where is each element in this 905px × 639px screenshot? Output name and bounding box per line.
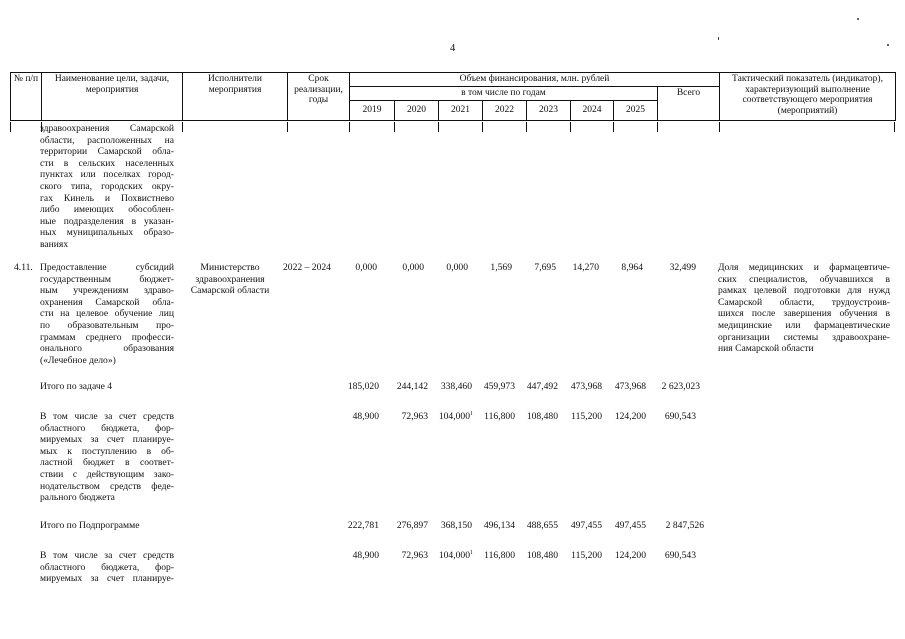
total-cell: 2 623,023 xyxy=(661,381,700,392)
header-year: 2020 xyxy=(395,101,439,121)
row-name: Предоставление субсидий государственным бюджет- ным учреждениям здраво- охранения Самарской обла- сти на целевое обучение лиц по образовательным про- граммам среднего професси- онального образования («Лечебное дело») xyxy=(40,262,174,366)
value-cell: 124,200 xyxy=(614,411,646,422)
header-col-number: № п/п xyxy=(11,73,42,121)
value-cell: 459,973 xyxy=(483,381,515,392)
value-cell: 116,800 xyxy=(484,411,515,422)
task4-regional-name: В том числе за счет средств областного бюджета, фор- мируемых за счет планируе- мых к поступлению в об- ластной бюджет в соответ- ствии с действующим зако- нодательством средств феде- рального бюджета xyxy=(40,411,174,504)
column-divider xyxy=(719,122,720,132)
column-divider xyxy=(482,122,483,132)
value-cell: 48,900 xyxy=(352,411,379,422)
value-cell: 368,150 xyxy=(440,520,472,531)
row-indicator: Доля медицинских и фармацевтиче- ских специалистов, обучавшихся в рамках целевой подготовки для нужд Самарской области, трудоустроив- шихся после завершения обучения в медицинские или фармацевтические организации системы здравоохране- ния Самарской области xyxy=(718,262,890,355)
header-col-executors: Исполнители мероприятия xyxy=(183,73,288,121)
value-cell: 473,968 xyxy=(570,381,602,392)
page-number: 4 xyxy=(450,43,456,54)
scan-speck xyxy=(887,44,889,46)
total-cell: 690,543 xyxy=(664,411,696,422)
value-cell: 48,900 xyxy=(352,550,379,561)
header-col-indicator: Тактический показатель (индикатор), характеризующий выполнение соответствующего мероприятия (мероприятий) xyxy=(720,73,896,121)
value-text: 104,000 xyxy=(438,411,470,422)
table-header xyxy=(10,72,896,121)
footnote-mark: 1 xyxy=(470,410,473,417)
continuation-text: здравоохранения Самарской области, расположенных на территории Самарской обла- сти в сельских населенных пунктах или поселках город- ского типа, городских окру- гах Кинель и Похвистнево либо имеющих обособлен- ные подразделения в указан- ных муниципальных образо- ваниях xyxy=(40,123,174,250)
value-cell: 497,455 xyxy=(614,520,646,531)
header-year: 2023 xyxy=(527,101,571,121)
value-cell: 0,000 xyxy=(402,262,424,273)
subprogram-regional-name: В том числе за счет средств областного бюджета, фор- мируемых за счет планируе- xyxy=(40,550,174,585)
value-cell: 8,964 xyxy=(621,262,643,273)
column-divider xyxy=(349,122,350,132)
scan-speck xyxy=(857,18,859,20)
value-cell: 72,963 xyxy=(401,411,428,422)
value-cell: 72,963 xyxy=(401,550,428,561)
column-divider xyxy=(570,122,571,132)
row-executor: Министерство здравоохранения Самарской области xyxy=(190,262,270,297)
value-cell: 185,020 xyxy=(347,381,379,392)
total-cell: 690,543 xyxy=(664,550,696,561)
value-cell: 0,000 xyxy=(355,262,377,273)
value-cell: 447,492 xyxy=(526,381,558,392)
header-col-by-years: в том числе по годам xyxy=(350,87,658,101)
total-subprogram-label: Итого по Подпрограмме xyxy=(40,520,140,531)
value-cell: 473,968 xyxy=(614,381,646,392)
total-cell: 2 847,526 xyxy=(665,520,704,531)
scan-speck xyxy=(718,37,719,40)
value-cell: 496,134 xyxy=(483,520,515,531)
header-year: 2025 xyxy=(614,101,658,121)
header-year: 2024 xyxy=(571,101,614,121)
value-cell: 7,695 xyxy=(534,262,556,273)
value-cell: 497,455 xyxy=(570,520,602,531)
row-number: 4.11. xyxy=(14,262,33,273)
value-cell: 0,000 xyxy=(446,262,468,273)
header-col-funding: Объем финансирования, млн. рублей xyxy=(350,73,720,87)
column-divider xyxy=(394,122,395,132)
value-cell: 124,200 xyxy=(614,550,646,561)
value-cell: 488,655 xyxy=(526,520,558,531)
header-col-total: Всего xyxy=(658,87,720,121)
value-cell: 14,270 xyxy=(572,262,599,273)
value-cell: 276,897 xyxy=(396,520,428,531)
header-year: 2019 xyxy=(350,101,395,121)
value-cell xyxy=(428,411,473,422)
footnote-mark: 1 xyxy=(470,549,473,556)
value-cell xyxy=(428,550,473,561)
header-col-name: Наименование цели, задачи, мероприятия xyxy=(42,73,183,121)
value-cell: 108,480 xyxy=(526,550,558,561)
header-year: 2021 xyxy=(439,101,483,121)
value-cell: 244,142 xyxy=(396,381,428,392)
column-divider xyxy=(287,122,288,132)
total-task4-label: Итого по задаче 4 xyxy=(40,381,113,392)
column-divider xyxy=(438,122,439,132)
column-divider xyxy=(657,122,658,132)
row-term: 2022 – 2024 xyxy=(283,262,331,273)
column-divider xyxy=(613,122,614,132)
value-text: 104,000 xyxy=(438,550,470,561)
column-divider xyxy=(10,122,11,132)
header-col-term: Срок реализации, годы xyxy=(288,73,350,121)
value-cell: 338,460 xyxy=(440,381,472,392)
value-cell: 116,800 xyxy=(484,550,515,561)
value-cell: 108,480 xyxy=(526,411,558,422)
header-year: 2022 xyxy=(483,101,527,121)
column-divider xyxy=(894,122,895,132)
column-divider xyxy=(526,122,527,132)
value-cell: 222,781 xyxy=(347,520,379,531)
value-cell: 115,200 xyxy=(571,550,602,561)
value-cell: 1,569 xyxy=(490,262,512,273)
value-cell: 115,200 xyxy=(571,411,602,422)
total-cell: 32,499 xyxy=(669,262,696,273)
column-divider xyxy=(182,122,183,132)
